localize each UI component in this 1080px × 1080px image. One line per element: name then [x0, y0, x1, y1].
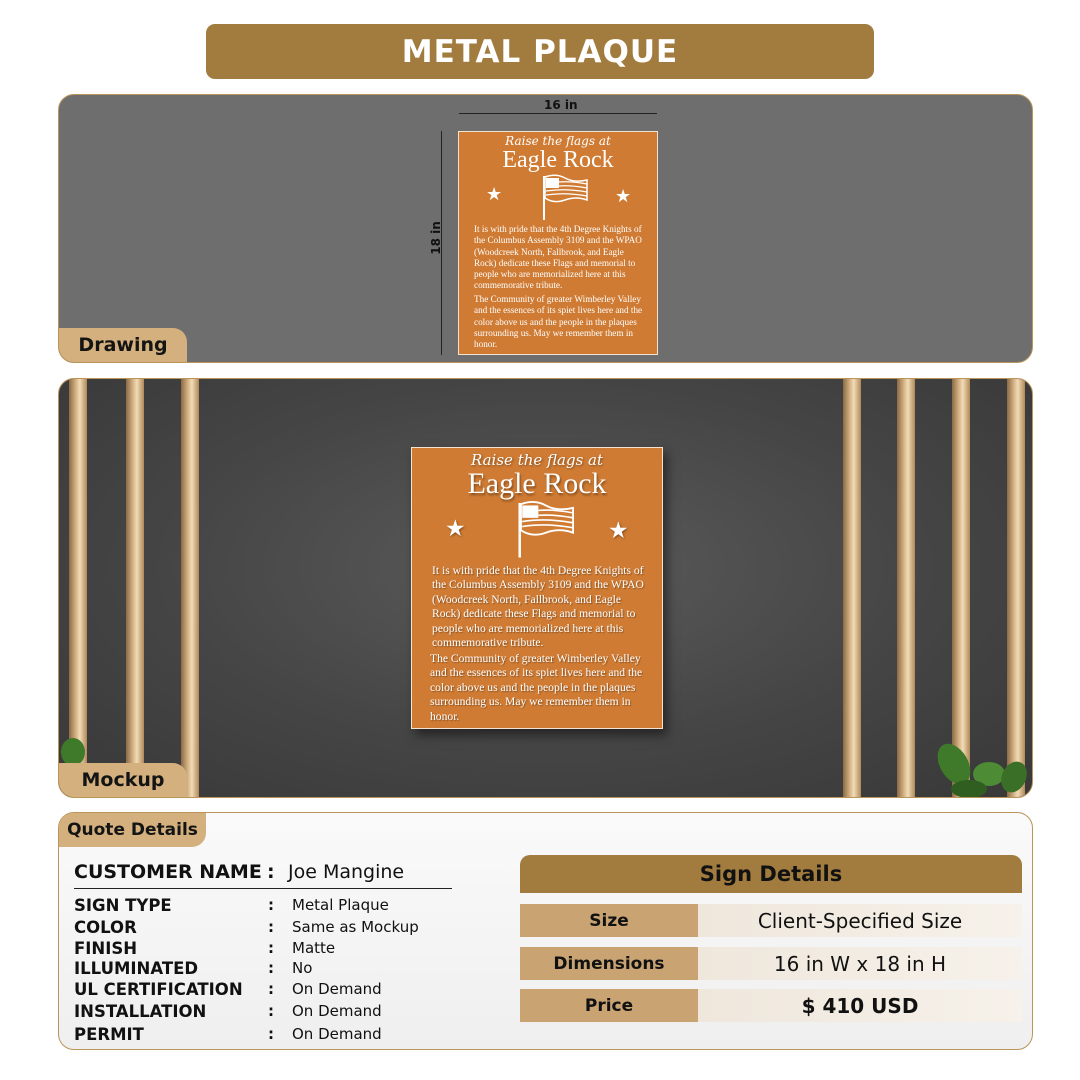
spec-row-color [74, 918, 494, 939]
spec-value: Metal Plaque [292, 896, 389, 914]
quote-details-panel [58, 812, 1033, 1050]
plaque-headline: Eagle Rock [467, 467, 607, 500]
spec-row-finish [74, 939, 494, 960]
width-dimension-label: 16 in [544, 98, 578, 112]
spec-label: FINISH [74, 939, 138, 958]
flag-icon [541, 172, 591, 222]
plaque-paragraph-2: The Community of greater Wimberley Valley and the essences of its spiet lives here and the color above us and the people in the plaques surrounding us. May we remember them in honor. [430, 652, 643, 723]
drawing-panel [58, 94, 1033, 363]
plaque-paragraph-1: It is with pride that the 4th Degree Knights of the Columbus Assembly 3109 and the WPAO (Woodcreek North, Fallbrook, and Eagle Rock) dedicate these Flags and memorial to people who are memorialized here at this commemorative tribute. [474, 224, 642, 291]
sign-details-row-size [520, 904, 1022, 937]
height-dimension-label: 18 in [428, 221, 443, 255]
customer-name-label: CUSTOMER NAME [74, 861, 262, 883]
spec-row-sign-type [74, 896, 494, 917]
colon: : [268, 939, 274, 957]
colon: : [268, 918, 274, 936]
flag-icon [516, 498, 578, 560]
plant-leaves-icon [919, 729, 1033, 798]
star-icon: ★ [486, 184, 503, 205]
plaque-script-line: Raise the flags at [505, 134, 611, 148]
mockup-plaque [411, 447, 663, 729]
spec-value: On Demand [292, 1002, 382, 1020]
page-title: METAL PLAQUE [206, 24, 874, 79]
sign-details-key: Size [520, 904, 698, 937]
mockup-tab: Mockup [59, 763, 187, 797]
customer-name-row [74, 861, 452, 889]
colon: : [268, 1025, 274, 1043]
star-icon: ★ [608, 518, 629, 544]
spec-value: On Demand [292, 980, 382, 998]
spec-value: No [292, 959, 313, 977]
colon: : [268, 980, 274, 998]
sign-details-row-dimensions [520, 947, 1022, 980]
spec-row-installation [74, 1002, 494, 1023]
sign-details-value: $ 410 USD [698, 989, 1022, 1022]
spec-label: UL CERTIFICATION [74, 980, 243, 999]
wood-slat [181, 379, 199, 798]
customer-name-value: Joe Mangine [288, 861, 405, 883]
spec-label: SIGN TYPE [74, 896, 172, 915]
sign-details-header: Sign Details [520, 855, 1022, 893]
colon: : [268, 959, 274, 977]
spec-value: Matte [292, 939, 336, 957]
wood-slat [126, 379, 144, 798]
plaque-paragraph-1: It is with pride that the 4th Degree Knights of the Columbus Assembly 3109 and the WPAO (Woodcreek North, Fallbrook, and Eagle Rock) dedicate these Flags and memorial to people who are memorialized here at this commemorative tribute. [432, 564, 644, 650]
plaque-paragraph-2: The Community of greater Wimberley Valley and the essences of its spiet lives here and the color above us and the people in the plaques surrounding us. May we remember them in honor. [474, 294, 643, 350]
sign-details-key: Dimensions [520, 947, 698, 980]
spec-label: COLOR [74, 918, 137, 937]
drawing-tab: Drawing [59, 328, 187, 362]
wood-slat [897, 379, 915, 798]
drawing-plaque [458, 131, 658, 355]
spec-label: ILLUMINATED [74, 959, 199, 978]
star-icon: ★ [445, 516, 466, 542]
sign-details-value: 16 in W x 18 in H [698, 947, 1022, 980]
wood-slat [843, 379, 861, 798]
spec-label: INSTALLATION [74, 1002, 207, 1021]
colon: : [268, 896, 274, 914]
colon: : [268, 1002, 274, 1020]
plaque-headline: Eagle Rock [502, 147, 614, 173]
spec-label: PERMIT [74, 1025, 144, 1044]
quote-details-tab: Quote Details [59, 813, 206, 847]
colon: : [267, 861, 275, 883]
sign-details-value: Client-Specified Size [698, 904, 1022, 937]
star-icon: ★ [615, 186, 632, 207]
spec-value: On Demand [292, 1025, 382, 1043]
width-dimension-line [459, 113, 657, 114]
mockup-panel [58, 378, 1033, 798]
sign-details-row-price [520, 989, 1022, 1022]
plaque-script-line: Raise the flags at [470, 451, 604, 469]
spec-row-ul-certification [74, 980, 494, 1001]
spec-row-permit [74, 1025, 494, 1046]
spec-row-illuminated [74, 959, 494, 980]
spec-value: Same as Mockup [292, 918, 419, 936]
sign-details-key: Price [520, 989, 698, 1022]
